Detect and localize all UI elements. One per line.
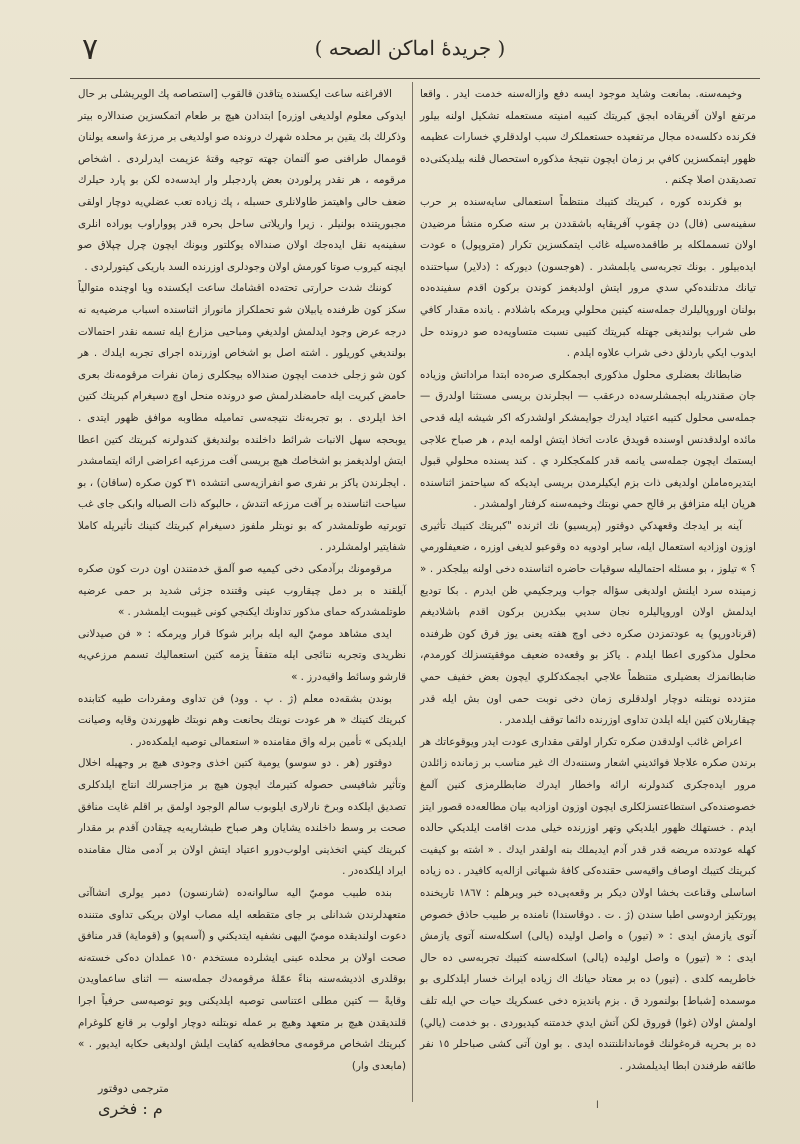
signature-role: مترجمى دوقتور <box>98 1082 169 1096</box>
paragraph: الافراغنه ساعت ايكسنده يتاقدن قالقوب [استصاصه پك الويريشلى بر حال ايدوكى معلوم اولديغى اوزره] ابتدادن هيچ بر طعام اتمكسزين صندالاره بيتر وذكرلك بك يقين بر محلده شهرك درونده صو اولديغى بر مرزعهٔ واسعه يولنان قوممال طرافنى صو آلنمان جهته توجيه وقتهٔ عزيمت ايدرلردى . اشخاص مرقومه ، هر نقدر پرلوردن بعض پاردجبلر وار ايدسه‌ده لكن بو پارد حيلرك ضعف حالى واهيتمز طاولانلرى حسبله ، پك زياده تعب عضلي‌يه دوچار اولقى مجبوريتنده بولنيلر . زيرا واريلاتى ساحل بحره قدر پوواراوب يوراده انلرى سفينه‌يه نقل ايده‌جك اولان صندالاه يوكلتور وبونك ايچون چرل چپلاق صو ايچنه كيروب صوتا كورمش اولان وجودلرى اوزرنده السد باريكى كيتورلردى . <box>78 88 406 273</box>
paragraph: بوندن بشقه‌ده معلم (ژ . پ . وود) فن تداوى ومفردات طبيه كتابنده كبريتك كتينك « هر عودت نوبتك بحانعت وهم نوبتك ظهورندن وقايه وصيانت ايلديكى » تأمين برله واق مقامنده « استعمالى توصيه ايلمكده‌در . <box>78 692 406 748</box>
left-column <box>78 84 406 1119</box>
footer-mark: ا <box>596 1100 599 1111</box>
paragraph: مرقومونك برآدمكى دخى كيميه صو آلمق خدمتندن اون درت كون صكره آيلقند ه بر دمل چيقاروب عينى وقتنده جزئى شديد بر حمى عرضيه طوتلمشدركه حماى مذكور تداونك ايكنجي كونى غيبوبت ايلمشدر . » <box>78 563 406 619</box>
page-number: ٧ <box>82 32 99 67</box>
journal-title: ( جريدهٔ اماكن الصحه ) <box>314 36 506 60</box>
column-divider <box>412 82 413 1102</box>
paragraph: وخيمه‌سنه. بمانعت وشايد موجود ايسه دفع وازاله‌سنه خدمت ايدر . واقعا مرتفع اولان آفريقاده ابجق كبريتك كتيبه امنيته مستعمله تشكيل اولنه بيلور فكرنده دكلسه‌ده مجال مرتفعيده حستعملكرك سبب اولدقلري خسارات عظيمه ظهور ايتمكسزين كافي بر زمان ايچون نتيجهٔ مذكوره استحصال قلنه بيلديكنى‌ده تصديقدن اصلا چكنم . <box>420 88 756 187</box>
signature-name: م : فخرى <box>98 1099 163 1119</box>
header-divider <box>70 78 760 79</box>
paragraph: كوننك شدت حرارتى تحته‌ده اقشامك ساعت ايكسنده ويا اوچنده متوالياً سكز كون ظرفنده يابيلان شو تحملكراز مانوراز اثناسنده اسباب مرضيه‌يه نه درجه عرض وجود ايدلمش اولديغي ومباحيى مزارع ايله تسمه نقدر احتمالات بولنديغي كوريلور . اشته اصل بو اشخاص اوزرنده اجراى تجربه ايلدك . هر كون شو زجلى خدمت ايچون صندالاه بيجكلرى زمان نفرات مرقومه‌نك بعرى حامض كبريت ايله حامضلدرلمش صو درونده منحل اوچ دسيغرام كبريتك كتين اخذ ايلردى . بو تجربه‌نك نتيجه‌سى تماميله مطاوبه موافق ظهور ايتدى . يوبحجه سهل الانبات شرائط داخلنده بولنديغق كندولرنه كبريتك كتين اعطا ايتش اولديغمز بو اشخاصك هيچ بريسى آفت مرزعيه اعراضى ارائه ايتمامشدر . ايجلرندن ياكز بر نفرى صو انفرازيه‌سى انتشده ٣١ كون صكره (ساقان) ، بو سياحت اثناسنده بر آفت مرزعه اتندش ، حالبوكه ذات الصباله وابكى جاى غب توبرتيه طوتلمشدر كه بو نوبتلر ملفوز دسيغرام كبريتك كتينك تأثيريله كاملا شفايتير اولمشلردر . <box>78 282 406 554</box>
page-header <box>70 28 750 74</box>
paragraph: دوقتور (هر . دو سوسو) يومية كتين اخذى وجودى هيچ بر وجهيله اخلال وتأثير شافيسى حصوله كتيرمك ايچون هيچ بر مزاجسرلك انتاج ايلدكلرى تصديق ايلكده وبرخ نارلارى ايلوبوب سالم الوجود اولمق بر اقلم غايت منافق صحت بر وسط داخلنده يشايان وهر صباح طبشاريه‌يه چيقادن آقدم بر مقدار كبريتك كيني اتخذينى اولوب‌دورو اعتياد ايتش اولان بر آدمى مثال مقامنده ايراد ايلكده‌در . <box>78 757 406 878</box>
paragraph: ضابطانك بعضلرى محلول مذكورى ابجمكلرى صره‌ده ابتدا مراداتش وزياده جان صقندريله ابجمشلرسه‌ده درعقب — ابجلرندن بريسى مستثنا اولدرق — جمله‌سى محلول كتيبه اعتياد ايدرك جوايمشكر اولشدركه اكر شيشه ايله قدحى مائده اولدقدنس اوسنده قويدق عادت اتخاذ ايتش اولمه ايدم ، هر صباح علاجى ايستمك ايچون جمله‌سى يانمه قدر كلمكجكلرد ي . كند يسنده محلولي قبول ايتديره‌ماملن اولديغى ذات بزم ايكيلرمدن بريسى ايديكه كه سياحتمز اثناسنده هريان ايله متزافق بر قالح حمي نوبتك وخيمه‌سنه كرفتار اولمشدر . <box>420 368 756 511</box>
paragraph: آينه بر ايدجك وقعهدكي دوقتور (پريسيو) نك اثرنده "كبريتك كتيبك تأثيرى اوزون اوزاديه استعمال ايله، ساير اودويه ده وقوعبو لديغى اوزره ، ضعيفلورمي ؟ » تيلوز ، بو مسئله احتماليله سوقيات حاضره اثناسنده دخى اولنه بيلجكدر . « زمينده سرد ايلنش اولديغى سؤاله جواب ويرجكيمي ظن ايدرم . بكا توديع ايدلمش اولان اوروپاليلره نجان سديي بيكدرين بركون اقدم باشلاديغم (قرنادورپو) يه عودتمزدن صكره دخى اوچ هفته يعنى يوز قرق كون ظرفنده محلول مذكورى اعطا ايلدم . ياكز بو وقعه‌ده ضعيف موفقيتسزلك كورمدم، ضابطانمزك بعضيلرى متنظماً علاجي ابجمكدكلري ايچون بعض خفيف حمي متزدده نوبتلنه دوچار اولدقلرى زمان دخى نوبت حمى اون بش ايله قدر چيقاربلان كتين ايله ايلدن تداوى اوزرنده دائما توقف ايلدمدر . <box>420 519 756 727</box>
signature <box>78 1079 406 1119</box>
paragraph: بو فكرنده كوره ، كبريتك كتيبك منتظماً استعمالى سايه‌سنده بر حرب سفينه‌سى (فال) دن چقوپ آفريقايه باشقددن بر سنه صكره منشأ مرضيدن اولان تسمملكله بر طاقمده‌سيله غائب ايتمكسزين تكرار (متروپول) ه عودت ايده‌بيلور . بونك تجربه‌سى يابلمشدر . (هوجسون) ديوركه : (دلاير) سياحتنده تيانك مدتلنده‌كي سدي مرور ايتش اولديغمز كوندن بركون اقدم سفينده‌ده بولنان اوروپاليلرك جمله‌سنه كينين محلولي ويرمكه باشلادم . يانده مقدار كافي طى شراب بولنديغى جهتله كبريتك كتيبى نسبت متساويه‌ده صو درونده حل ايدوب ايكي باردلق دخى شراب علاوه ايلدم . <box>420 195 756 360</box>
paragraph: بنده طبيب موميّ اليه سالوانه‌ده (شارنسون) دمير يولرى انشاآتى متعهدلرندن شدانلى بر جاى متقطعه ايله مصاب اولان بريكى تداوى متننده دعوت اولنديقده موميّ اليهى نشفيه ايتديكني و (آسه‌پو) و (قوماية) قدر منافق صحت اولان بر محلده عبنى ايشلرده مستخدم ١٥٠ عملدان ده‌كى خسته‌نه بوقلدرى اذديشه‌سنه بنا‌ءً عمّلهٔ مرقومه‌دك جمله‌سنه — اثناى ساعماويدن وقايةً — كتين مطلى اعتناسى توصيه ايلديكنى ويو توصيه‌سى حرفياً اجرا قلنديقدن هيچ بر متعهد وهيچ بر عمله نوبتلنه دوچار اولوب بر قانع كلوغرام كبريتك اشخاص مرقومه‌ى محافظه‌يه كفايت ايلش اولديغى حكايه ايديور . » (مابعدى وار) <box>78 886 406 1072</box>
paragraph: ايدى مشاهد موميّ اليه ايله برابر شوكا قرار ويرمكه : « فن صيدلانى نظريدى وتجربه نتائجى ايله متفقاً يزمه كتين استعماليك تسمم مرزعي‌يه قارشو وسائط واقيه‌درز . » <box>78 627 406 684</box>
right-column <box>420 84 756 1077</box>
paragraph: اعراض غائب اولدقدن صكره تكرار اولقى مقدارى عودت ايدر ويوقوعاتك هر برندن صكره علاجلا فوائديني اشعار وسننه‌دك اك غير مناسب بر زمانده زائلدن مرور ايده‌جكرى كندولرنه ارائه واخطار ايدرك ضابطلرمزى كنين آلمغ خصوصنده‌كى استطاعتسزلكلرى ايچون اوزون اوزاديه بيان مطالعه‌ده قصور ايتز ايدم . خستهلك ظهور ايلديكي وتهر اوزرنده خيلى مدت اقامت ايلديكي حالده كهله عودتده مريضه قدر قدر آدم ايديملك بنه اولقدر ايدك . « اشته بو كيفيت كبريتك كتيبك اوصاف واقيه‌سى حقنده‌كى كافهٔ شبهاتى ازاله‌يه كافيدر . ده زياده اساسلى وقناعت بخشا اولان ديكر بر وقعه‌يى‌ده خبر ويرهلم : ١٨٦٧ تاريخنده پورتكيز اردوسى اطبا سندن (ژ . ت . دوقاسندا) نامنده بر طبيب حاذق خصوص آتوى يازمش ايدى : « (تيور) ه واصل اوليده (يالى) اسكله‌سنه آتوى يازمش ايدى : « (تيور) ه واصل اوليده (يالى) اسكله‌سنه كتيبك تجربه‌سى ده حال خاطريمه كلدى . (تيور) ده بر معتاد حيانك اك زياده ايراث خسار ايلدكلرى بو موسمده [شباط] بولنمورد ق . بزم يانديزه دخى عسكريك حيات حي ايله تلف اولمش اولان (غوا) قوروق لكن آتش ايدي خدمتنه كيديوردى . بو خدمت (يالي) ده بر بحريه قره‌غولنك قوماندانلنتنده ايدى . بو اون آتى كشى صباحلر ١٥ نفر طائفه طرفندن ابطا ايديلمشدر . <box>420 735 757 1072</box>
